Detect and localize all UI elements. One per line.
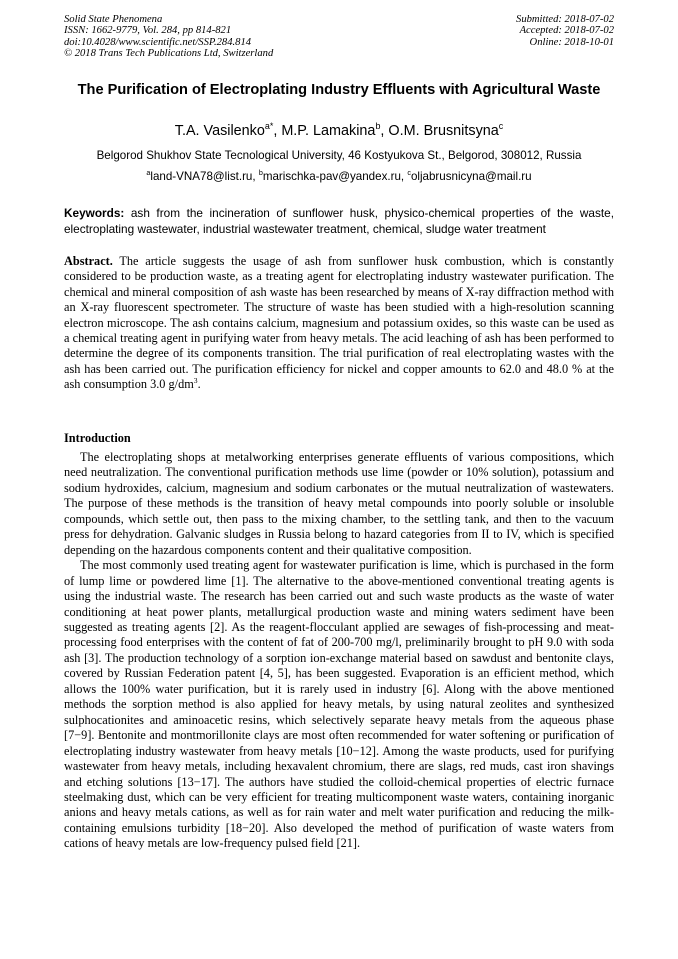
paper-title: The Purification of Electroplating Industry Effluents with Agricultural Waste bbox=[77, 82, 601, 98]
keywords-block bbox=[64, 206, 614, 237]
submitted-date: Submitted: 2018-07-02 bbox=[516, 14, 614, 25]
email-mark: b bbox=[258, 168, 263, 178]
abstract-text: The article suggests the usage of ash from sunflower husk combustion, which is constantly considered to be production waste, as a treating agent for electroplating industry wastewater purification. The chemical and mineral composition of ash waste has been researched by means of X-ray diffraction method with an X-ray fluorescent spectrometer. The structure of waste has been studied with a high-resolution scanning electron microscope. The ash contains calcium, magnesium and potassium oxides, so this waste can be used as a chemical treating agent in purifying water from heavy metals. The acid leaching of ash has been performed to determine the degree of its components transition. The trial purification of real electroplating wastes with the ash has been carried out. The purification efficiency for nickel and copper amounts to 62.0 and 48.0 % at the ash consumption 3.0 g/dm bbox=[64, 254, 614, 392]
abstract-end: . bbox=[197, 377, 201, 392]
keywords-text: ash from the incineration of sunflower husk, physico-chemical properties of the waste, electroplating wastewater, industrial wastewater treatment, chemical, sludge water treatment bbox=[64, 206, 614, 236]
journal-name: Solid State Phenomena bbox=[64, 14, 163, 25]
abstract-label: Abstract. bbox=[64, 254, 113, 268]
copyright-line: © 2018 Trans Tech Publications Ltd, Switzerland bbox=[64, 48, 274, 60]
author-email: land-VNA78@list.ru, bbox=[150, 170, 259, 183]
author-name: T.A. Vasilenko bbox=[174, 123, 265, 139]
author-affiliation-mark: a* bbox=[264, 121, 274, 132]
keywords-label: Keywords: bbox=[64, 206, 125, 220]
body-text bbox=[64, 450, 614, 852]
journal-issn: ISSN: 1662-9779, Vol. 284, pp 814-821 bbox=[64, 25, 232, 37]
online-date: Online: 2018-10-01 bbox=[529, 36, 614, 48]
abstract-block bbox=[64, 254, 614, 393]
author-list bbox=[64, 123, 614, 140]
author-separator: , bbox=[273, 123, 282, 139]
author-affiliation-mark: b bbox=[375, 121, 381, 132]
email-mark: c bbox=[407, 168, 411, 178]
publication-dates bbox=[516, 14, 614, 48]
author-affiliation-mark: c bbox=[498, 121, 504, 132]
accepted-date: Accepted: 2018-07-02 bbox=[519, 25, 614, 37]
author-name: O.M. Brusnitsyna bbox=[388, 123, 499, 139]
author-emails bbox=[64, 170, 614, 184]
paragraph: The most commonly used treating agent for wastewater purification is lime, which is purchased in the form of lump lime or powdered lime [1]. The alternative to the above-mentioned conventional treating agents is using the industrial waste. The research has been carried out and such waste products as the waste of water conditioning at heat power plants, metallurgical production waste and mining waters sediment have been suggested as treating agents [2]. As the reagent-flocculant applied are sewages of fish-processing and meat-processing food enterprises with the content of fat of 200-700 mg/l, preliminarily brought to pH 9.0 with soda ash [3]. The production technology of a sorption ion-exchange material based on sawdust and bentonite clays, covered by Russian Federation patent [4, 5], has been suggested. Evaporation is an efficient method, which allows the 100% water purification, but it is rarely used in industry [6]. Along with the above mentioned methods the sorption method is also applied for heavy metals, by using natural zeolites and synthesized sulphocationites and aminoacetic resins, which selectively separate heavy metals from the aqueous phase [7−9]. Bentonite and montmorillonite clays are most often recommended for water softening or purification of electroplating industry wastewater from heavy metals [10−12]. Among the waste products, used for purifying wastewater from heavy metals, including hexavalent chromium, there are slags, red muds, cast iron shavings and etching solutions [13−17]. The authors have studied the colloid-chemical properties of electric furnace steelmaking dust, which can be very efficient for treating multicomponent waste waters, containing inorganic anions and heavy metals cations, as well as for rain water and melt water purification and reducing the milk-containing emulsions turbidity [18−20]. Also developed the method of purification of waste waters from cations of heavy metals are low-frequency pulsed field [21]. bbox=[64, 558, 614, 851]
affiliation: Belgorod Shukhov State Tecnological University, 46 Kostyukova St., Belgorod, 308012, Russia bbox=[96, 149, 582, 162]
author-email: oljabrusnicyna@mail.ru bbox=[410, 170, 532, 183]
paragraph: The electroplating shops at metalworking enterprises generate effluents of various compositions, which need neutralization. The conventional purification methods use lime (powder or 10% solution), potassium and sodium hydroxides, calcium, magnesium and sodium carbonates or the mutual neutralization of wastewaters. The purpose of these methods is the transition of heavy metal compounds into poorly soluble or insoluble compounds, which settle out, then pass to the mixing chamber, to the settling tank, and then to the vacuum press for dehydration. Galvanic sludges in Russia belong to hazard categories from II to IV, which is specified depending on the hazardous components content and their qualitative composition. bbox=[64, 450, 614, 557]
journal-doi: doi:10.4028/www.scientific.net/SSP.284.814 bbox=[64, 36, 252, 48]
author-name: M.P. Lamakina bbox=[281, 123, 376, 139]
journal-info bbox=[64, 14, 273, 60]
author-email: marischka-pav@yandex.ru, bbox=[262, 170, 408, 183]
unit-superscript: 3 bbox=[193, 376, 198, 386]
email-mark: a bbox=[146, 168, 151, 178]
author-separator: , bbox=[380, 123, 389, 139]
section-heading: Introduction bbox=[64, 431, 131, 445]
